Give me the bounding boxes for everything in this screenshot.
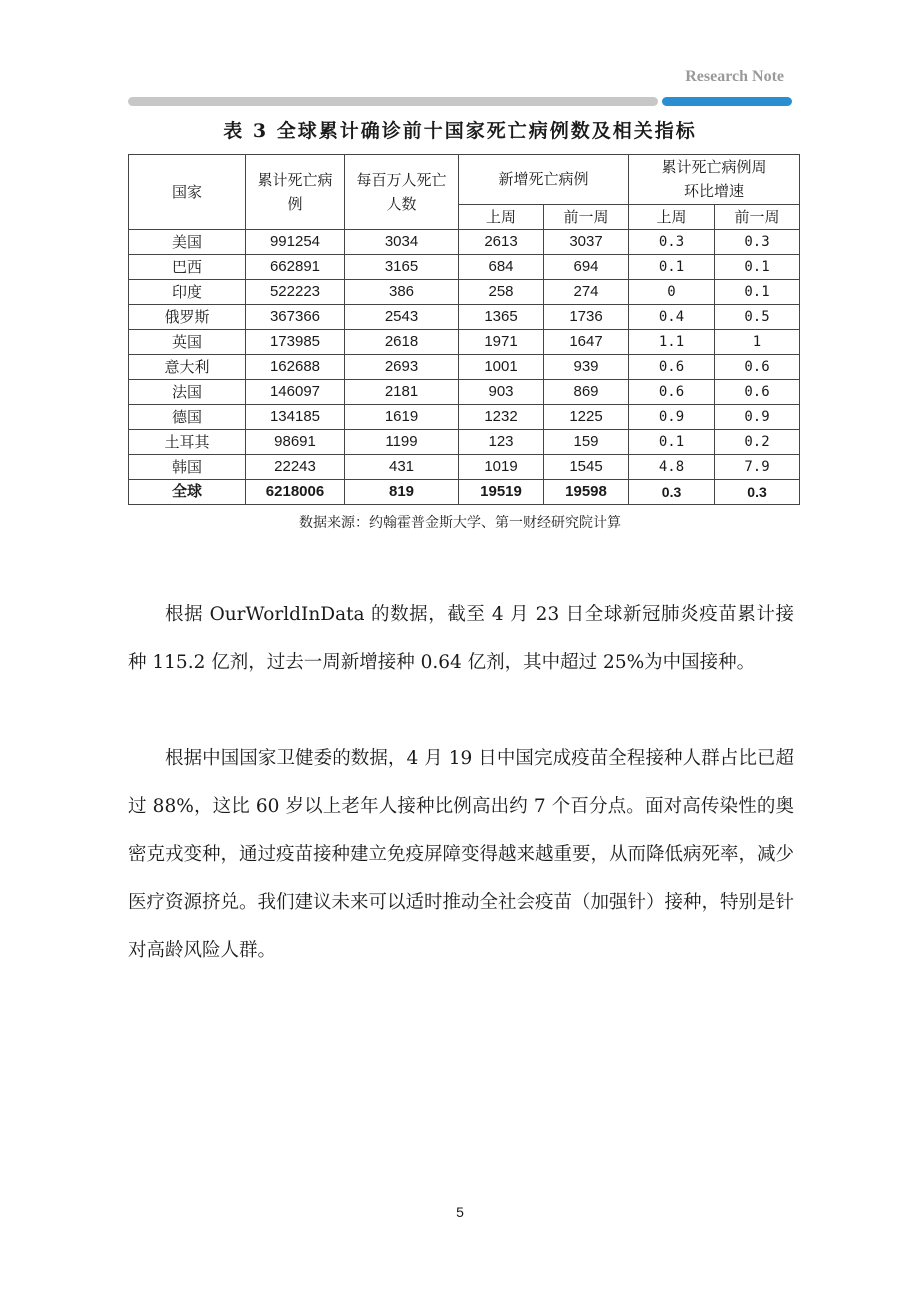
cell-country: 韩国 [129,455,246,480]
cell-g-last: 0.3 [629,480,715,505]
subheader-new-last-week: 上周 [459,204,544,229]
cell-g-prev: 0.3 [715,480,800,505]
table-row [129,380,800,405]
cell-country: 全球 [129,480,246,505]
cell-nd-prev: 1647 [544,330,629,355]
cell-country: 英国 [129,330,246,355]
cell-cum: 146097 [246,380,345,405]
cell-cum: 991254 [246,230,345,255]
cell-country: 印度 [129,280,246,305]
cell-country: 法国 [129,380,246,405]
cell-g-prev: 0.6 [715,355,800,380]
cell-g-last: 0.6 [629,380,715,405]
cell-g-last: 4.8 [629,455,715,480]
cell-nd-last: 123 [459,430,544,455]
cell-g-last: 0.4 [629,305,715,330]
header-divider-gray [128,97,658,106]
cell-nd-prev: 3037 [544,230,629,255]
subheader-growth-prev-week: 前一周 [715,204,800,229]
cell-g-prev: 1 [715,330,800,355]
cell-pm: 2618 [345,330,459,355]
cell-nd-last: 1232 [459,405,544,430]
cell-pm: 386 [345,280,459,305]
cell-country: 美国 [129,230,246,255]
page-number: 5 [456,1204,464,1220]
table-row [129,455,800,480]
cell-cum: 522223 [246,280,345,305]
cell-g-last: 0.1 [629,430,715,455]
cell-country: 俄罗斯 [129,305,246,330]
header-growth: 累计死亡病例周环比增速 [629,155,800,205]
cell-g-last: 0 [629,280,715,305]
cell-g-last: 1.1 [629,330,715,355]
cell-g-last: 0.3 [629,230,715,255]
cell-g-prev: 0.1 [715,280,800,305]
subheader-growth-last-week: 上周 [629,204,715,229]
cell-nd-prev: 694 [544,255,629,280]
cell-nd-prev: 19598 [544,480,629,505]
cell-pm: 3165 [345,255,459,280]
table-row [129,405,800,430]
cell-g-prev: 0.6 [715,380,800,405]
cell-pm: 431 [345,455,459,480]
cell-country: 德国 [129,405,246,430]
cell-nd-last: 1001 [459,355,544,380]
table-source-note: 数据来源：约翰霍普金斯大学、第一财经研究院计算 [299,515,621,531]
cell-cum: 173985 [246,330,345,355]
cell-nd-prev: 274 [544,280,629,305]
table-row [129,305,800,330]
cell-nd-last: 903 [459,380,544,405]
cell-pm: 2543 [345,305,459,330]
cell-g-prev: 0.9 [715,405,800,430]
deaths-table [128,154,800,505]
cell-nd-prev: 939 [544,355,629,380]
cell-nd-prev: 1225 [544,405,629,430]
cell-country: 意大利 [129,355,246,380]
cell-cum: 134185 [246,405,345,430]
table-row [129,280,800,305]
cell-g-last: 0.9 [629,405,715,430]
cell-g-last: 0.6 [629,355,715,380]
cell-nd-last: 1019 [459,455,544,480]
cell-pm: 2181 [345,380,459,405]
header-label: Research Note [685,68,784,85]
header-new-deaths: 新增死亡病例 [459,155,629,205]
cell-nd-prev: 1545 [544,455,629,480]
cell-pm: 1619 [345,405,459,430]
header-per-million: 每百万人死亡人数 [345,155,459,230]
cell-nd-prev: 159 [544,430,629,455]
cell-cum: 162688 [246,355,345,380]
cell-g-prev: 0.1 [715,255,800,280]
header-country: 国家 [129,155,246,230]
cell-g-prev: 7.9 [715,455,800,480]
cell-nd-last: 1365 [459,305,544,330]
cell-pm: 2693 [345,355,459,380]
cell-cum: 662891 [246,255,345,280]
cell-nd-prev: 869 [544,380,629,405]
cell-country: 巴西 [129,255,246,280]
subheader-new-prev-week: 前一周 [544,204,629,229]
cell-g-prev: 0.3 [715,230,800,255]
paragraph-vaccination-china: 根据中国国家卫健委的数据，4 月 19 日中国完成疫苗全程接种人群占比已超过 88%，这比 60 岁以上老年人接种比例高出约 7 个百分点。面对高传染性的奥密克戎变种，通过疫苗接种建立免疫屏障变得越来越重要，从而降低病死率，减少医疗资源挤兑。我们建议未来可以适时推动全社会疫苗（加强针）接种，特别是针对高龄风险人群。 [128,748,795,961]
table-row [129,330,800,355]
cell-nd-last: 2613 [459,230,544,255]
cell-cum: 98691 [246,430,345,455]
table-row [129,355,800,380]
cell-pm: 3034 [345,230,459,255]
table-row [129,430,800,455]
cell-nd-prev: 1736 [544,305,629,330]
cell-nd-last: 1971 [459,330,544,355]
paragraph-vaccination-global: 根据 OurWorldInData 的数据，截至 4 月 23 日全球新冠肺炎疫苗累计接种 115.2 亿剂，过去一周新增接种 0.64 亿剂，其中超过 25%为中国接种。 [128,604,794,673]
cell-g-prev: 0.5 [715,305,800,330]
cell-g-last: 0.1 [629,255,715,280]
cell-cum: 367366 [246,305,345,330]
cell-pm: 1199 [345,430,459,455]
cell-cum: 22243 [246,455,345,480]
table-row [129,230,800,255]
header-divider-blue [662,97,792,106]
cell-pm: 819 [345,480,459,505]
table-row [129,255,800,280]
table-row-total [129,480,800,505]
cell-country: 土耳其 [129,430,246,455]
header-cum-deaths: 累计死亡病例 [246,155,345,230]
cell-nd-last: 684 [459,255,544,280]
cell-nd-last: 258 [459,280,544,305]
cell-g-prev: 0.2 [715,430,800,455]
cell-cum: 6218006 [246,480,345,505]
table-title: 表 3 全球累计确诊前十国家死亡病例数及相关指标 [223,120,697,142]
cell-nd-last: 19519 [459,480,544,505]
